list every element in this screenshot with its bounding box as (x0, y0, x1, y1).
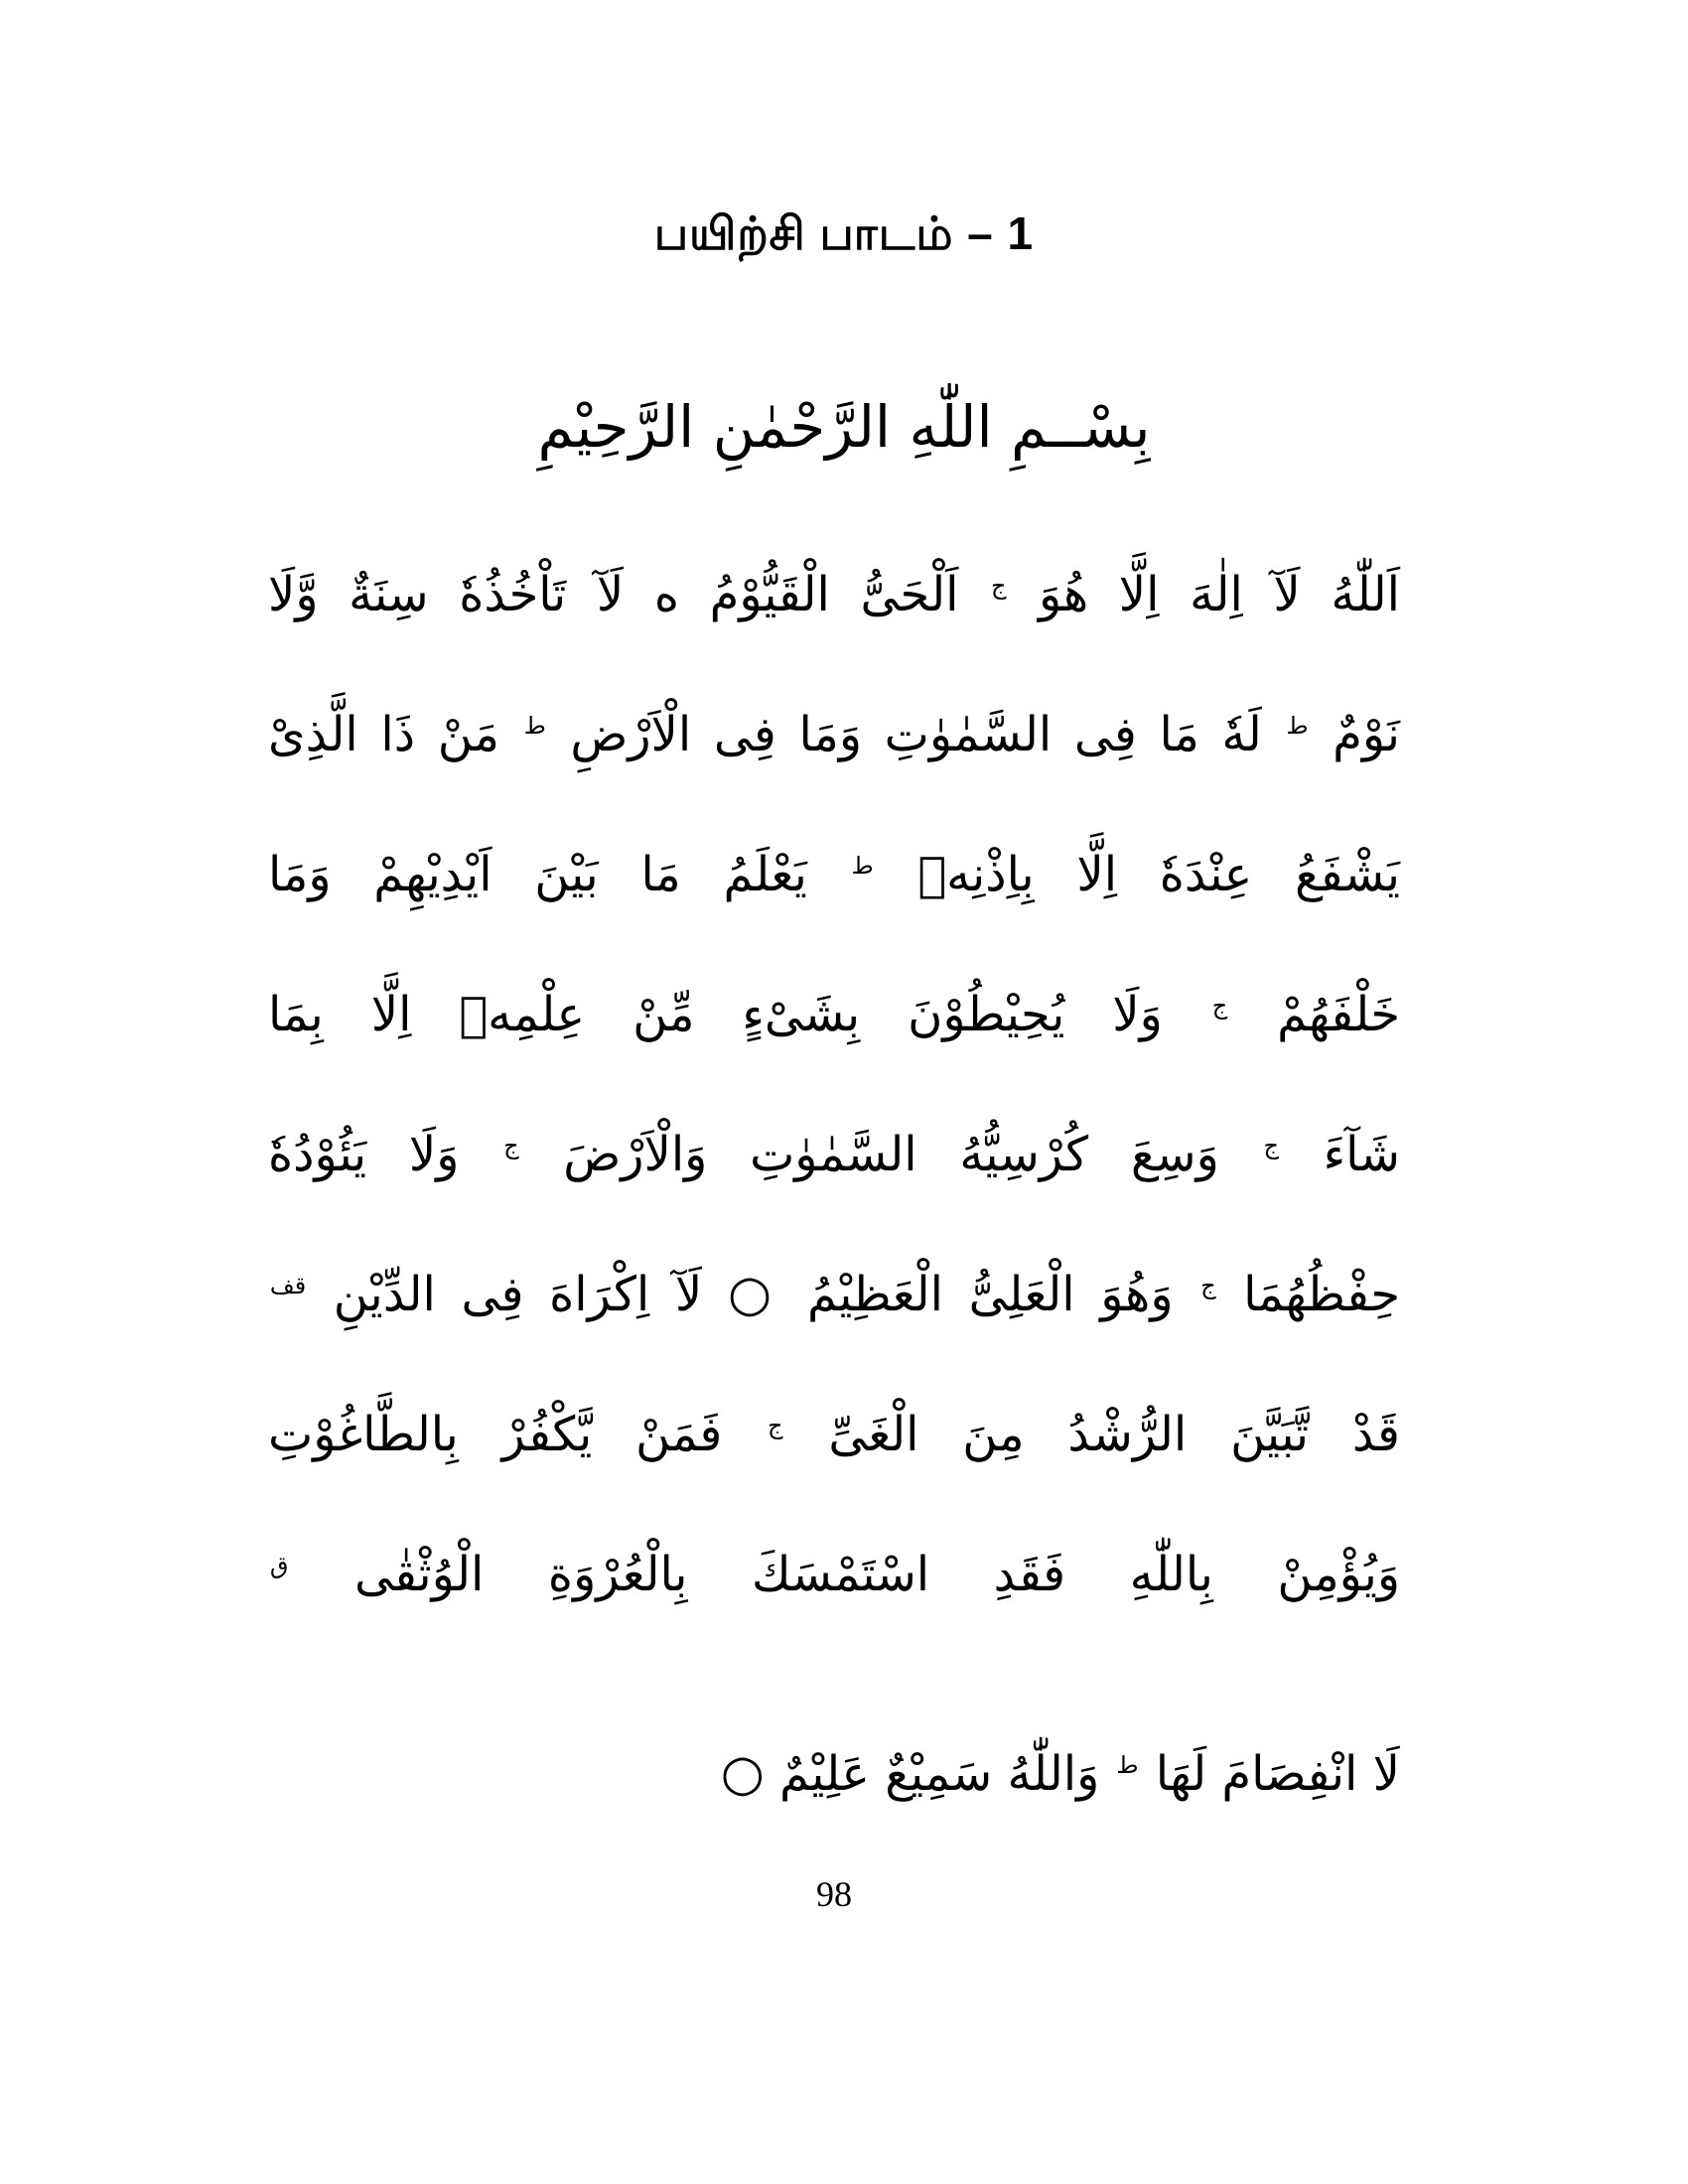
waqf-mark: قف (269, 1272, 307, 1299)
waqf-mark: ج (503, 1132, 519, 1160)
waqf-mark: ج (768, 1412, 783, 1439)
quran-line-7: قَدْ تَّبَیَّنَ الرُّشْدُ مِنَ الْغَیِّ $^ج$ فَمَنْ یَّكْفُرْ بِالطَّاغُوْتِ (268, 1406, 1400, 1462)
waqf-mark: ج (1211, 992, 1228, 1020)
waqf-mark: ج (991, 572, 1007, 600)
quran-text-block (268, 516, 1400, 1836)
waqf-mark: ط (851, 852, 874, 880)
waqf-mark: ج (1200, 1272, 1216, 1299)
lesson-heading: பயிற்சி பாடம் – 1 (653, 207, 1035, 259)
quran-line-6: حِفْظُهُمَا $^ج$ وَهُوَ الْعَلِیُّ الْعَظِیْمُ ○ لَآ اِكْرَاهَ فِی الدِّیْنِ $^{قف}$ (269, 1263, 1400, 1322)
ayah-end-circle: ○ (727, 1263, 782, 1322)
bismillah-line: بِسْــمِ اللّٰهِ الرَّحْمٰنِ الرَّحِیْمِ (537, 393, 1151, 461)
ayah-end-circle: ○ (720, 1742, 765, 1802)
quran-line-4: خَلْفَهُمْ $^ج$ وَلَا یُحِیْطُوْنَ بِشَیْءٍ مِّنْ عِلْمِهٖ اِلَّا بِمَا (268, 986, 1400, 1042)
quran-line-8: وَیُؤْمِنْ بِاللّٰهِ فَقَدِ اسْتَمْسَكَ بِالْعُرْوَةِ الْوُثْقٰى $^ق$ (269, 1546, 1400, 1602)
waqf-mark: ط (1116, 1751, 1139, 1779)
page-number: 98 (816, 1874, 852, 1914)
quran-line-2: نَوْمٌ $^ط$ لَهٗ مَا فِی السَّمٰوٰتِ وَمَا فِی الْاَرْضِ $^ط$ مَنْ ذَا الَّذِیْ (268, 706, 1400, 762)
waqf-mark: ط (523, 712, 546, 740)
quran-line-9: لَا انْفِصَامَ لَهَا $^ط$ وَاللّٰهُ سَمِیْعٌ عَلِیْمٌ ○ (720, 1742, 1400, 1802)
quran-line-3: یَشْفَعُ عِنْدَهٗ اِلَّا بِاِذْنِهٖ $^ط$ یَعْلَمُ مَا بَیْنَ اَیْدِیْهِمْ وَمَا (268, 846, 1400, 902)
waqf-mark: ق (269, 1552, 289, 1579)
quran-line-1: اَللّٰهُ لَآ اِلٰهَ اِلَّا هُوَ $^ج$ اَلْحَیُّ الْقَیُّوْمُ ە لَآ تَاْخُذُهٗ سِنَةٌ وَّلَا (268, 566, 1401, 622)
quran-line-5: شَآءَ $^ج$ وَسِعَ كُرْسِیُّهُ السَّمٰوٰتِ وَالْاَرْضَ $^ج$ وَلَا یَئُوْدُهٗ (268, 1126, 1401, 1182)
waqf-mark: ج (1263, 1132, 1279, 1160)
waqf-mark: ط (1286, 712, 1309, 740)
